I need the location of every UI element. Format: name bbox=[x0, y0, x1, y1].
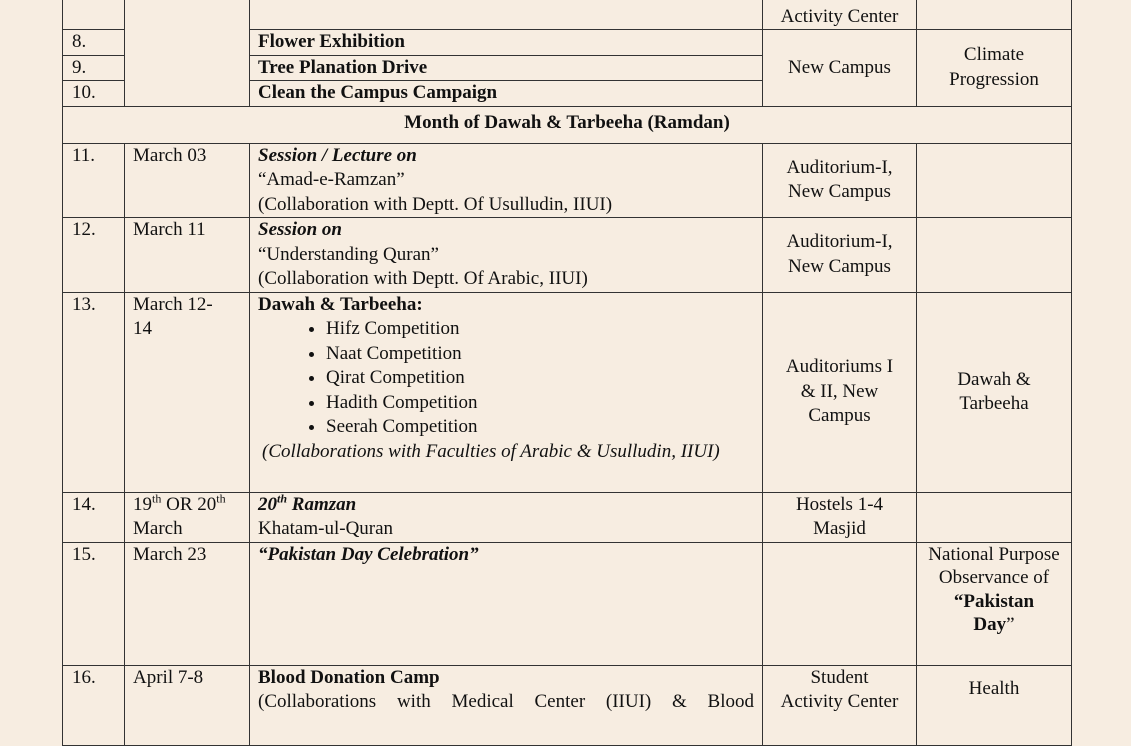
venue-text: New Campus bbox=[788, 56, 891, 78]
focus-cell bbox=[917, 665, 1072, 745]
table-row bbox=[63, 492, 1072, 542]
venue-cell bbox=[763, 542, 917, 665]
row-number: 16. bbox=[72, 666, 96, 688]
activity-collaboration: (Collaboration with Deptt. Of Usulludin, IIUI) bbox=[258, 193, 613, 215]
row-number-cell bbox=[63, 55, 125, 81]
focus-cell bbox=[917, 0, 1072, 30]
date-text-continued: March bbox=[133, 518, 183, 539]
table-row bbox=[63, 143, 1072, 218]
table-row bbox=[63, 292, 1072, 492]
activity-cell bbox=[250, 542, 763, 665]
venue-text: Student bbox=[810, 666, 869, 688]
table-row bbox=[63, 0, 1072, 30]
list-item: • Seerah Competition bbox=[326, 415, 754, 440]
row-number-cell bbox=[63, 665, 125, 745]
focus-text: Health bbox=[968, 677, 1020, 699]
activity-title: Session / Lecture on bbox=[258, 144, 417, 166]
focus-text-bold-2: Day bbox=[973, 614, 1007, 635]
activity-title: 20th Ramzan bbox=[258, 491, 357, 515]
focus-cell bbox=[917, 492, 1072, 542]
focus-cell bbox=[917, 542, 1072, 665]
focus-cell bbox=[917, 143, 1072, 218]
date-cell bbox=[125, 143, 250, 218]
activity-cell bbox=[250, 492, 763, 542]
venue-cell bbox=[763, 492, 917, 542]
activity-collaboration: (Collaboration with Deptt. Of Arabic, IIUI) bbox=[258, 268, 588, 289]
venue-text: Auditoriums I & II, New Campus bbox=[785, 356, 894, 427]
activity-cell bbox=[250, 665, 763, 745]
date-cell bbox=[125, 0, 250, 106]
activity-topic: “Amad-e-Ramzan” bbox=[258, 169, 405, 190]
focus-text: Climate Progression bbox=[949, 44, 1039, 90]
date-cell bbox=[125, 492, 250, 542]
row-number: 8. bbox=[72, 31, 87, 52]
row-number-cell bbox=[63, 143, 125, 218]
venue-cell bbox=[763, 665, 917, 745]
activity-cell bbox=[250, 143, 763, 218]
row-number: 12. bbox=[72, 219, 96, 240]
date-cell bbox=[125, 542, 250, 665]
date-text: 19th OR 20th bbox=[133, 491, 226, 515]
section-heading bbox=[63, 106, 1072, 143]
activity-collaboration: (Collaborations with Faculties of Arabic & Usulludin, IIUI) bbox=[262, 440, 720, 462]
venue-text: Hostels 1-4 bbox=[795, 493, 884, 515]
date-text: March 12- bbox=[133, 293, 213, 315]
activity-cell bbox=[250, 292, 763, 492]
focus-cell bbox=[917, 292, 1072, 492]
activity-cell bbox=[250, 55, 763, 81]
focus-text: National Purpose Observance of bbox=[928, 543, 1060, 588]
focus-text-bold: “Pakistan bbox=[953, 590, 1035, 612]
activity-title: Dawah & Tarbeeha: bbox=[258, 293, 423, 315]
focus-cell bbox=[917, 30, 1072, 107]
activity-title: Tree Planation Drive bbox=[258, 56, 428, 78]
venue-cell bbox=[763, 218, 917, 293]
section-row bbox=[63, 106, 1072, 143]
venue-text-continued: Masjid bbox=[813, 518, 866, 539]
row-number-cell bbox=[63, 0, 125, 30]
row-number: 11. bbox=[72, 144, 96, 166]
table-row bbox=[63, 665, 1072, 745]
row-number: 9. bbox=[72, 56, 87, 78]
list-item: • Hadith Competition bbox=[326, 391, 754, 416]
row-number: 14. bbox=[72, 493, 96, 515]
activity-cell bbox=[250, 218, 763, 293]
venue-text: Auditorium-I, New Campus bbox=[786, 156, 893, 203]
activity-topic: Khatam-ul-Quran bbox=[258, 518, 394, 539]
date-cell bbox=[125, 292, 250, 492]
activity-cell bbox=[250, 0, 763, 30]
venue-text-continued: Activity Center bbox=[780, 691, 899, 712]
activity-title: Session on bbox=[258, 219, 342, 240]
row-number-cell bbox=[63, 218, 125, 293]
date-text-continued: 14 bbox=[133, 318, 152, 339]
activity-cell bbox=[250, 30, 763, 56]
venue-cell bbox=[763, 0, 917, 30]
events-table bbox=[62, 0, 1072, 746]
table-row bbox=[63, 218, 1072, 293]
venue-cell bbox=[763, 143, 917, 218]
focus-text: Dawah & Tarbeeha bbox=[957, 368, 1031, 414]
activity-topic: “Understanding Quran” bbox=[258, 243, 439, 265]
activity-title: “Pakistan Day Celebration” bbox=[258, 543, 479, 565]
focus-quote: ” bbox=[1006, 614, 1015, 635]
row-number-cell bbox=[63, 30, 125, 56]
venue-cell bbox=[763, 292, 917, 492]
list-item: • Hifz Competition bbox=[326, 317, 754, 342]
date-cell bbox=[125, 665, 250, 745]
date-cell bbox=[125, 218, 250, 293]
activity-cell bbox=[250, 81, 763, 107]
focus-cell bbox=[917, 218, 1072, 293]
row-number-cell bbox=[63, 542, 125, 665]
venue-text: Activity Center bbox=[780, 5, 899, 27]
competition-list bbox=[258, 317, 754, 440]
row-number-cell bbox=[63, 292, 125, 492]
venue-text: Auditorium-I, New Campus bbox=[786, 231, 893, 277]
activity-collaboration: (Collaborations with Medical Center (IIUI) & Blood bbox=[258, 691, 754, 712]
section-title: Month of Dawah & Tarbeeha (Ramdan) bbox=[404, 111, 730, 133]
date-text: March 11 bbox=[133, 219, 206, 240]
list-item: • Qirat Competition bbox=[326, 366, 754, 391]
date-text: March 23 bbox=[133, 543, 207, 565]
venue-cell bbox=[763, 30, 917, 107]
row-number-cell bbox=[63, 492, 125, 542]
list-item: • Naat Competition bbox=[326, 342, 754, 367]
row-number-cell bbox=[63, 81, 125, 107]
row-number: 13. bbox=[72, 293, 96, 315]
activity-title: Flower Exhibition bbox=[258, 31, 405, 52]
activity-title: Clean the Campus Campaign bbox=[258, 82, 498, 103]
date-text: April 7-8 bbox=[133, 666, 204, 688]
table-row bbox=[63, 542, 1072, 665]
row-number: 10. bbox=[72, 82, 96, 103]
row-number: 15. bbox=[72, 543, 96, 565]
date-text: March 03 bbox=[133, 144, 207, 166]
activity-title: Blood Donation Camp bbox=[258, 666, 440, 688]
